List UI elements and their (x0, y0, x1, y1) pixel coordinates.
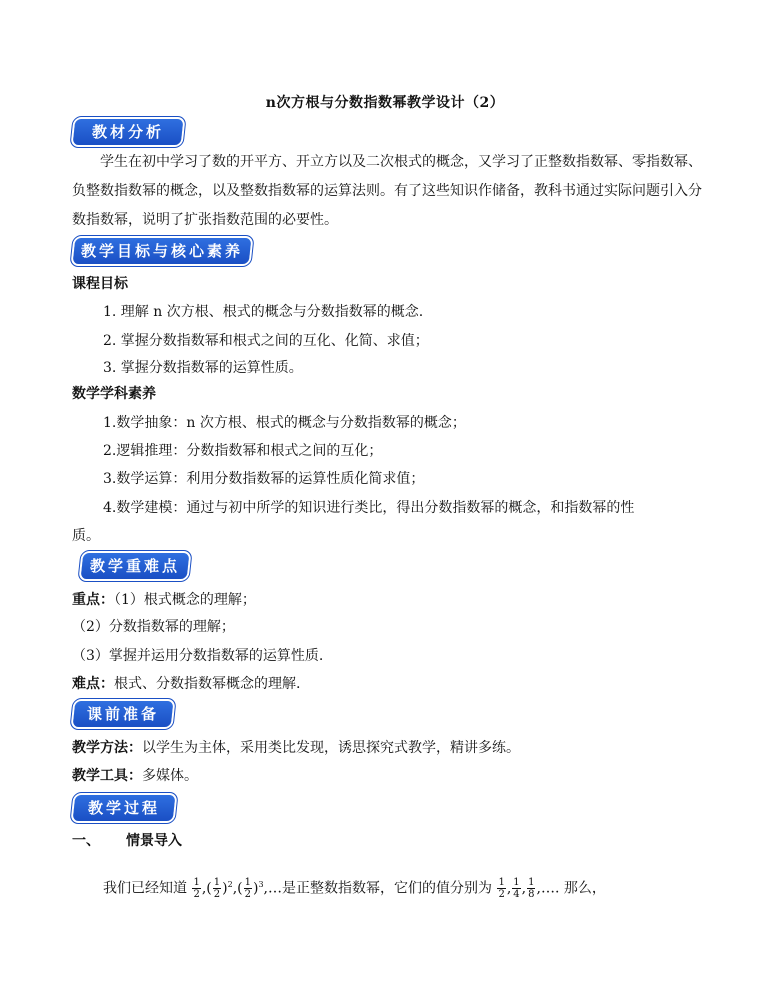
fraction-value-quarter: $\frac{1}{4}$ (513, 877, 520, 901)
goal-item: 2. 掌握分数指数幂和根式之间的互化、化简、求值； (103, 333, 429, 349)
method-label: 教学方法： (72, 740, 142, 756)
exponent-3: 3 (258, 880, 264, 889)
literacy-item-cont: 质。 (72, 528, 100, 544)
section-badge-analysis: 教材分析 (73, 119, 184, 145)
difficulty-label: 难点： (72, 676, 114, 692)
step-title: 情景导入 (126, 833, 182, 849)
key-label: 重点： (72, 592, 114, 608)
fraction-value-eighth: $\frac{1}{8}$ (528, 877, 535, 901)
key-point-1: （1）根式概念的理解； (114, 592, 256, 608)
intro-text-a: 我们已经知道 (103, 880, 187, 897)
goal-item: 3. 掌握分数指数幂的运算性质。 (103, 360, 303, 376)
literacy-heading: 数学学科素养 (72, 386, 156, 402)
literacy-item: 4.数学建模：通过与初中所学的知识进行类比，得出分数指数幂的概念，和指数幂的性 (103, 500, 635, 516)
literacy-item: 2.逻辑推理：分数指数幂和根式之间的互化； (103, 443, 383, 459)
fraction-value-half: $\frac{1}{2}$ (498, 877, 505, 901)
analysis-paragraph: 学生在初中学习了数的开平方、开立方以及二次根式的概念，又学习了正整数指数幂、零指数幂、负整数指数幂的概念，以及整数指数幂的运算法则。有了这些知识作储备，教科书通过实际问题引入分数指数幂，说明了扩张指数范围的必要性。 (72, 154, 702, 228)
tools-line (72, 766, 198, 786)
page-title: n次方根与分数指数幂教学设计（2） (265, 95, 505, 111)
method-line (72, 738, 520, 758)
method-text: 以学生为主体，采用类比发现，诱思探究式教学，精讲多练。 (142, 740, 520, 756)
key-point-3: （3）掌握并运用分数指数幂的运算性质. (72, 648, 324, 664)
intro-paragraph: 我们已经知道 $\frac{1}{2}$ ,( $\frac{1}{2}$ )$^2$,( $\frac{1}{2}$ )$^3$,…是正整数指数幂，它们的值分别为 $\frac{1}{2}$ , $\frac{1}{4}$ , $\frac{1}{8}$ ,…. 那么， (103, 877, 606, 901)
fraction-one-half-2: $\frac{1}{2}$ (213, 877, 221, 901)
section-badge-process: 教学过程 (73, 795, 176, 821)
fraction-one-half-3: $\frac{1}{2}$ (244, 877, 251, 901)
goals-heading: 课程目标 (72, 276, 128, 292)
exponent-2: 2 (227, 880, 233, 889)
difficulty-text: 根式、分数指数幂概念的理解. (114, 676, 301, 692)
key-point-line (72, 590, 256, 610)
intro-text-c: …. 那么， (540, 880, 606, 897)
section-badge-keypoints: 教学重难点 (81, 553, 190, 579)
fraction-one-half: $\frac{1}{2}$ (193, 877, 200, 901)
step-number: 一、 (72, 833, 100, 849)
literacy-item: 1.数学抽象：n 次方根、根式的概念与分数指数幂的概念； (103, 415, 466, 431)
tools-text: 多媒体。 (142, 768, 198, 784)
literacy-item: 3.数学运算：利用分数指数幂的运算性质化简求值； (103, 471, 425, 487)
intro-text-b: …是正整数指数幂，它们的值分别为 (268, 880, 492, 897)
key-point-2: （2）分数指数幂的理解； (72, 619, 235, 635)
section-badge-prep: 课前准备 (73, 701, 174, 727)
tools-label: 教学工具： (72, 768, 142, 784)
difficulty-line (72, 674, 300, 694)
section-badge-goals: 教学目标与核心素养 (73, 238, 252, 264)
goal-item: 1. 理解 n 次方根、根式的概念与分数指数幂的概念. (103, 304, 424, 320)
